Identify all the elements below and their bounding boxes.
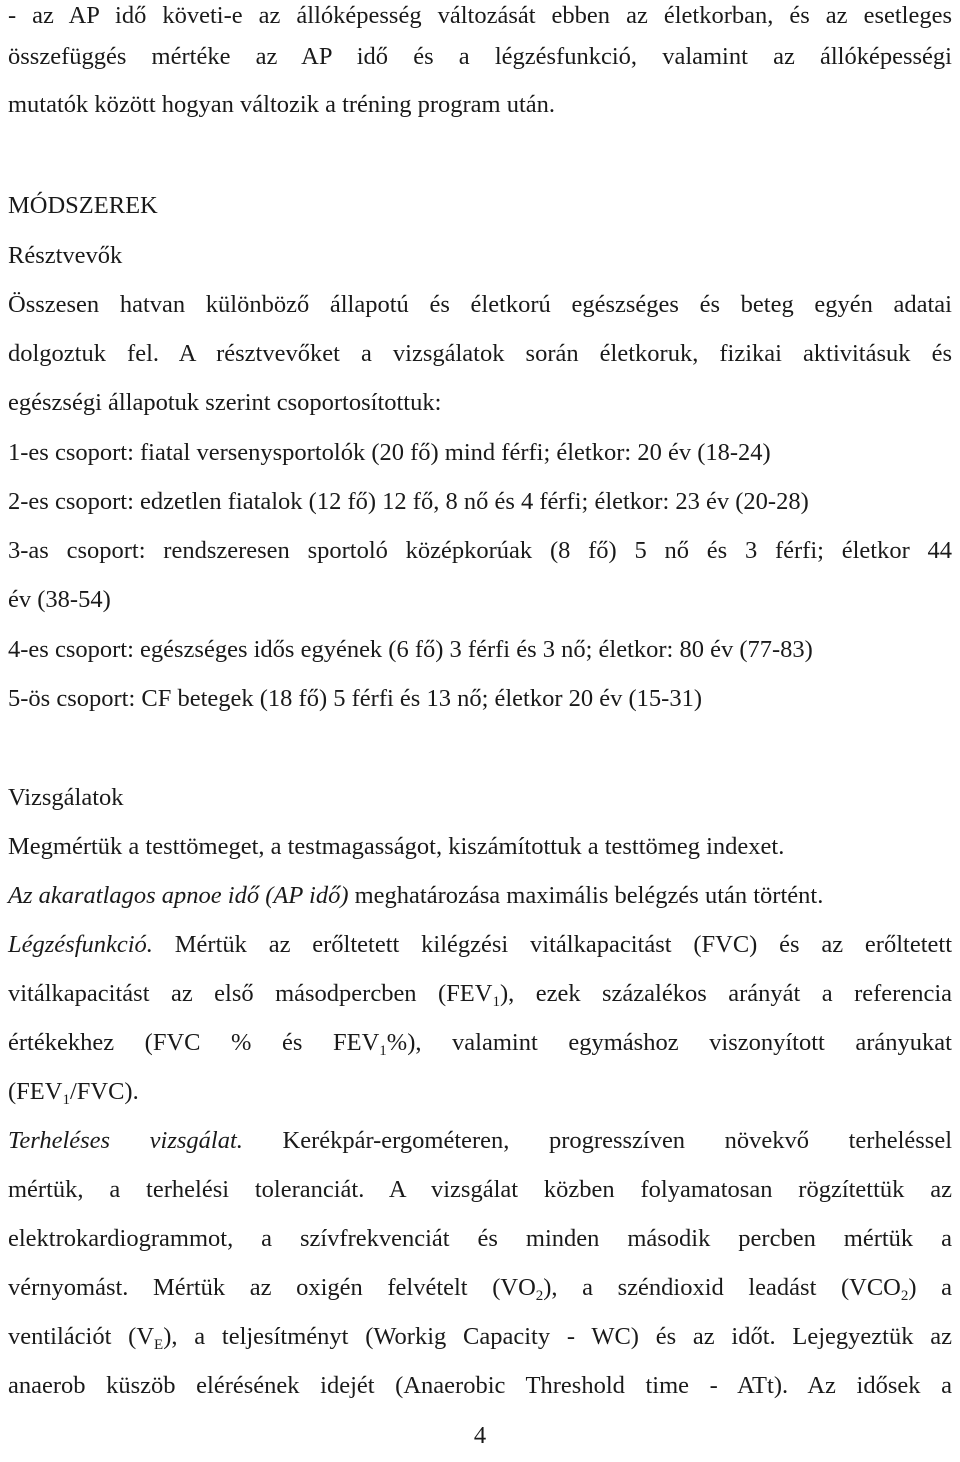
italic-term: Légzésfunkció. bbox=[8, 931, 153, 958]
paragraph-line: anaerob küszöb elérésének idejét (Anaerobic Threshold time - ATt). Az idősek a bbox=[8, 1372, 952, 1399]
group-line: 2-es csoport: edzetlen fiatalok (12 fő) 12 fő, 8 nő és 4 férfi; életkor: 23 év (20-28) bbox=[8, 488, 809, 515]
paragraph-line: ventilációt $(V_E)$, a teljesítményt (Workig Capacity - WC) és az időt. Lejegyeztük az bbox=[8, 1323, 952, 1353]
paragraph-line: vitálkapacitást az első másodpercben $(FEV_1)$, ezek százalékos arányát a referencia bbox=[8, 980, 952, 1010]
group-line: év (38-54) bbox=[8, 586, 111, 613]
intro-line: - az AP idő követi-e az állóképesség változását ebben az életkorban, és az esetleges bbox=[8, 2, 952, 29]
section-heading-methods: MÓDSZEREK bbox=[8, 192, 158, 219]
intro-line: összefüggés mértéke az AP idő és a légzésfunkció, valamint az állóképességi bbox=[8, 43, 952, 70]
paragraph-line: egészségi állapotuk szerint csoportosítottuk: bbox=[8, 389, 442, 416]
group-line: 5-ös csoport: CF betegek (18 fő) 5 férfi és 13 nő; életkor 20 év (15-31) bbox=[8, 685, 702, 712]
paragraph-line: értékekhez (FVC % és $FEV_1\%$), valamint egymáshoz viszonyított arányukat bbox=[8, 1029, 952, 1059]
subheading-participants: Résztvevők bbox=[8, 242, 123, 269]
italic-term: Az akaratlagos apnoe idő (AP idő) bbox=[8, 882, 349, 909]
paragraph-line: vérnyomást. Mértük az oxigén felvételt $(VO_2)$, a széndioxid leadást $(VCO_2)$ a bbox=[8, 1274, 952, 1304]
subheading-tests: Vizsgálatok bbox=[8, 784, 124, 811]
paragraph-line: Az akaratlagos apnoe idő (AP idő) meghatározása maximális belégzés után történt. bbox=[8, 882, 824, 909]
paragraph-line: Légzésfunkció. Mértük az erőltetett kilégzési vitálkapacitást (FVC) és az erőltetett bbox=[8, 931, 952, 958]
paragraph-line: Terheléses vizsgálat. Kerékpár-ergométeren, progresszíven növekvő terheléssel bbox=[8, 1127, 952, 1154]
paragraph-line: Összesen hatvan különböző állapotú és életkorú egészséges és beteg egyén adatai bbox=[8, 291, 952, 318]
group-line: 4-es csoport: egészséges idős egyének (6 fő) 3 férfi és 3 nő; életkor: 80 év (77-83) bbox=[8, 636, 813, 663]
page-number: 4 bbox=[473, 1422, 487, 1449]
paragraph-line: dolgoztuk fel. A résztvevőket a vizsgálatok során életkoruk, fizikai aktivitásuk és bbox=[8, 340, 952, 367]
paragraph-line: elektrokardiogrammot, a szívfrekvenciát és minden második percben mértük a bbox=[8, 1225, 952, 1252]
paragraph-line: $(FEV_1/FVC)$. bbox=[8, 1078, 139, 1108]
group-line: 1-es csoport: fiatal versenysportolók (20 fő) mind férfi; életkor: 20 év (18-24) bbox=[8, 439, 771, 466]
group-line: 3-as csoport: rendszeresen sportoló középkorúak (8 fő) 5 nő és 3 férfi; életkor 44 bbox=[8, 537, 952, 564]
intro-line: mutatók között hogyan változik a tréning program után. bbox=[8, 91, 556, 118]
italic-term: Terheléses vizsgálat. bbox=[8, 1127, 243, 1154]
paragraph-line: Megmértük a testtömeget, a testmagasságot, kiszámítottuk a testtömeg indexet. bbox=[8, 833, 785, 860]
paragraph-line: mértük, a terhelési toleranciát. A vizsgálat közben folyamatosan rögzítettük az bbox=[8, 1176, 952, 1203]
